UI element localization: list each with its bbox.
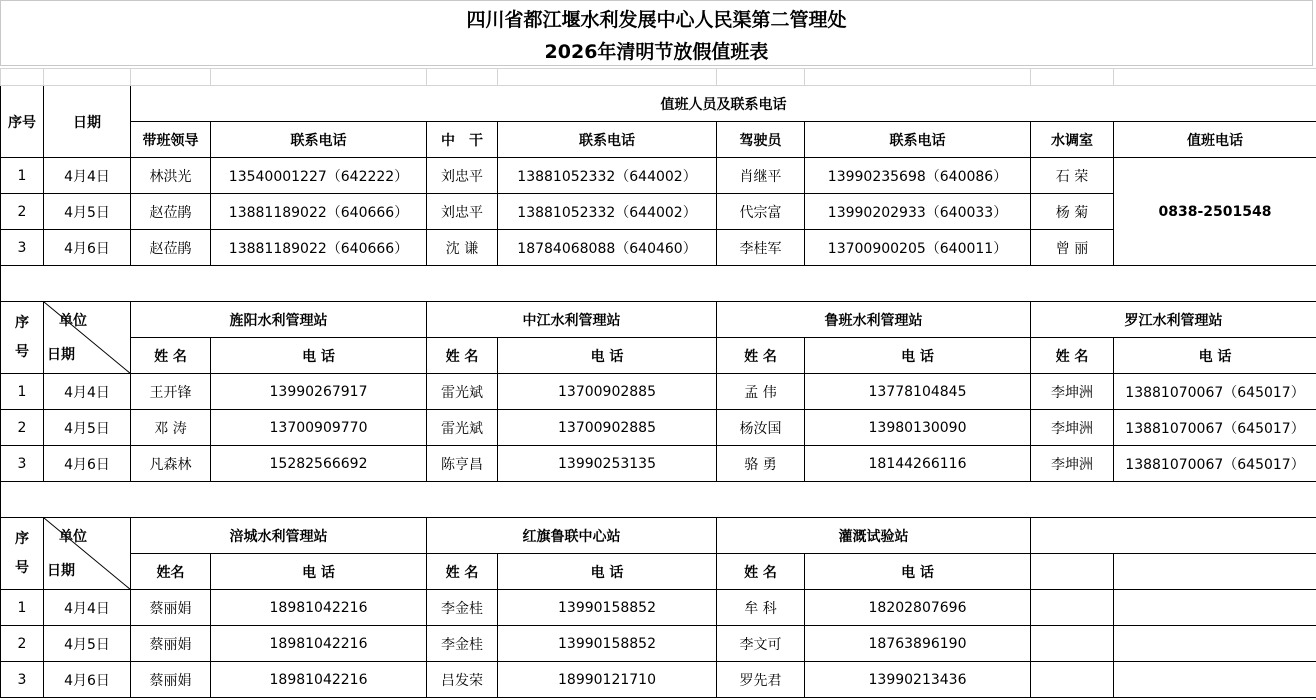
phone-header: 电 话 — [805, 338, 1031, 374]
cadre-phone: 13881052332（644002） — [498, 158, 717, 194]
table-row — [1, 158, 1316, 194]
col-driver: 驾驶员 — [717, 122, 805, 158]
col-cadre: 中 干 — [427, 122, 498, 158]
phone-header: 电 话 — [498, 554, 717, 590]
staff-phone: 13881070067（645017） — [1114, 374, 1316, 410]
staff-phone: 18981042216 — [211, 590, 427, 626]
driver-phone: 13700900205（640011） — [805, 230, 1031, 266]
leader-name: 赵莅鹃 — [131, 194, 211, 230]
staff-phone: 13980130090 — [805, 410, 1031, 446]
empty-cell — [1031, 662, 1114, 698]
station-header: 罗江水利管理站 — [1031, 302, 1316, 338]
row-seq: 1 — [1, 374, 44, 410]
col-duty-phone: 值班电话 — [1114, 122, 1316, 158]
cadre-name: 刘忠平 — [427, 158, 498, 194]
empty-cell — [1031, 554, 1114, 590]
staff-phone: 13700902885 — [498, 410, 717, 446]
section3-station-row — [1, 518, 1316, 554]
row-date: 4月6日 — [44, 662, 131, 698]
leader-phone: 13881189022（640666） — [211, 230, 427, 266]
row-seq: 2 — [1, 410, 44, 446]
row-date: 4月5日 — [44, 626, 131, 662]
staff-phone: 13990253135 — [498, 446, 717, 482]
empty-cell — [1114, 626, 1316, 662]
row-seq: 3 — [1, 446, 44, 482]
row-date: 4月5日 — [44, 194, 131, 230]
name-header: 姓 名 — [131, 338, 211, 374]
staff-name: 蔡丽娟 — [131, 662, 211, 698]
staff-phone: 18990121710 — [498, 662, 717, 698]
staff-name: 吕发荣 — [427, 662, 498, 698]
staff-phone: 13881070067（645017） — [1114, 446, 1316, 482]
seq-header: 序号 — [1, 86, 44, 158]
col-driver-phone: 联系电话 — [805, 122, 1031, 158]
leader-phone: 13540001227（642222） — [211, 158, 427, 194]
empty-station-header — [1031, 518, 1316, 554]
dispatch-name: 石 荣 — [1031, 158, 1114, 194]
diag-date-label: 日期 — [47, 563, 75, 579]
empty-cell — [1031, 626, 1114, 662]
section1-header-row — [1, 86, 1316, 122]
cadre-name: 沈 谦 — [427, 230, 498, 266]
staff-name: 李坤洲 — [1031, 410, 1114, 446]
row-date: 4月4日 — [44, 590, 131, 626]
spacer-row — [1, 69, 1316, 86]
staff-name: 李坤洲 — [1031, 374, 1114, 410]
diag-date-label: 日期 — [47, 347, 75, 363]
table-row — [1, 590, 1316, 626]
staff-name: 蔡丽娟 — [131, 626, 211, 662]
seq-header-bottom: 号 — [15, 559, 29, 576]
table-row — [1, 662, 1316, 698]
duty-phone-number: 0838-2501548 — [1114, 158, 1316, 266]
name-header: 姓 名 — [717, 338, 805, 374]
seq-header-top: 序 — [15, 314, 29, 331]
cadre-phone: 18784068088（640460） — [498, 230, 717, 266]
staff-phone: 15282566692 — [211, 446, 427, 482]
empty-cell — [1114, 554, 1316, 590]
name-header: 姓 名 — [717, 554, 805, 590]
dispatch-name: 曾 丽 — [1031, 230, 1114, 266]
staff-phone: 18981042216 — [211, 662, 427, 698]
driver-name: 李桂军 — [717, 230, 805, 266]
col-cadre-phone: 联系电话 — [498, 122, 717, 158]
table-row — [1, 626, 1316, 662]
col-leader-phone: 联系电话 — [211, 122, 427, 158]
empty-cell — [1031, 590, 1114, 626]
name-header: 姓 名 — [427, 554, 498, 590]
name-header: 姓 名 — [1031, 338, 1114, 374]
row-date: 4月6日 — [44, 446, 131, 482]
row-date: 4月4日 — [44, 374, 131, 410]
dispatch-name: 杨 菊 — [1031, 194, 1114, 230]
station-header: 鲁班水利管理站 — [717, 302, 1031, 338]
phone-header: 电 话 — [1114, 338, 1316, 374]
phone-header: 电 话 — [211, 554, 427, 590]
staff-phone: 13778104845 — [805, 374, 1031, 410]
section-gap — [1, 482, 1316, 518]
table-row — [1, 410, 1316, 446]
staff-name: 李坤洲 — [1031, 446, 1114, 482]
staff-phone: 13700909770 — [211, 410, 427, 446]
staff-phone: 18202807696 — [805, 590, 1031, 626]
station-header: 中江水利管理站 — [427, 302, 717, 338]
document-title — [0, 0, 1313, 66]
staff-name: 李文可 — [717, 626, 805, 662]
date-header: 日期 — [44, 86, 131, 158]
duty-schedule-table — [0, 68, 1316, 698]
station-header: 红旗鲁联中心站 — [427, 518, 717, 554]
staff-name: 孟 伟 — [717, 374, 805, 410]
driver-name: 代宗富 — [717, 194, 805, 230]
seq-header — [1, 518, 44, 590]
phone-header: 电 话 — [805, 554, 1031, 590]
staff-phone: 13990158852 — [498, 626, 717, 662]
driver-phone: 13990202933（640033） — [805, 194, 1031, 230]
staff-name: 李金桂 — [427, 590, 498, 626]
section2-column-row — [1, 338, 1316, 374]
leader-name: 林洪光 — [131, 158, 211, 194]
staff-name: 邓 涛 — [131, 410, 211, 446]
duty-group-header: 值班人员及联系电话 — [131, 86, 1316, 122]
diagonal-header-cell — [44, 518, 131, 590]
diag-unit-label: 单位 — [59, 313, 87, 329]
staff-phone: 13990213436 — [805, 662, 1031, 698]
section3-column-row — [1, 554, 1316, 590]
staff-name: 陈亨昌 — [427, 446, 498, 482]
staff-name: 李金桂 — [427, 626, 498, 662]
row-date: 4月5日 — [44, 410, 131, 446]
phone-header: 电 话 — [498, 338, 717, 374]
driver-phone: 13990235698（640086） — [805, 158, 1031, 194]
row-date: 4月6日 — [44, 230, 131, 266]
staff-name: 蔡丽娟 — [131, 590, 211, 626]
row-seq: 2 — [1, 626, 44, 662]
staff-phone: 13990158852 — [498, 590, 717, 626]
table-row — [1, 446, 1316, 482]
phone-header: 电 话 — [211, 338, 427, 374]
staff-name: 雷光斌 — [427, 410, 498, 446]
empty-cell — [1114, 590, 1316, 626]
title-line-2: 2026年清明节放假值班表 — [544, 41, 769, 63]
leader-name: 赵莅鹃 — [131, 230, 211, 266]
diag-unit-label: 单位 — [59, 529, 87, 545]
seq-header-bottom: 号 — [15, 343, 29, 360]
diagonal-header-cell — [44, 302, 131, 374]
staff-name: 凡森林 — [131, 446, 211, 482]
staff-phone: 13700902885 — [498, 374, 717, 410]
staff-name: 骆 勇 — [717, 446, 805, 482]
row-seq: 1 — [1, 158, 44, 194]
station-header: 灌溉试验站 — [717, 518, 1031, 554]
section1-column-row — [1, 122, 1316, 158]
staff-name: 杨汝国 — [717, 410, 805, 446]
seq-header — [1, 302, 44, 374]
driver-name: 肖继平 — [717, 158, 805, 194]
name-header: 姓 名 — [427, 338, 498, 374]
staff-name: 牟 科 — [717, 590, 805, 626]
cadre-name: 刘忠平 — [427, 194, 498, 230]
staff-name: 王开锋 — [131, 374, 211, 410]
title-line-1: 四川省都江堰水利发展中心人民渠第二管理处 — [466, 9, 847, 31]
staff-phone: 18981042216 — [211, 626, 427, 662]
leader-phone: 13881189022（640666） — [211, 194, 427, 230]
row-seq: 3 — [1, 230, 44, 266]
col-leader: 带班领导 — [131, 122, 211, 158]
col-dispatch: 水调室 — [1031, 122, 1114, 158]
row-seq: 3 — [1, 662, 44, 698]
station-header: 涪城水利管理站 — [131, 518, 427, 554]
staff-name: 雷光斌 — [427, 374, 498, 410]
seq-header-top: 序 — [15, 530, 29, 547]
empty-cell — [1114, 662, 1316, 698]
staff-phone: 13990267917 — [211, 374, 427, 410]
row-date: 4月4日 — [44, 158, 131, 194]
name-header: 姓名 — [131, 554, 211, 590]
section-gap — [1, 266, 1316, 302]
staff-phone: 18763896190 — [805, 626, 1031, 662]
station-header: 旌阳水利管理站 — [131, 302, 427, 338]
table-row — [1, 374, 1316, 410]
staff-phone: 18144266116 — [805, 446, 1031, 482]
section2-station-row — [1, 302, 1316, 338]
cadre-phone: 13881052332（644002） — [498, 194, 717, 230]
staff-name: 罗先君 — [717, 662, 805, 698]
row-seq: 2 — [1, 194, 44, 230]
staff-phone: 13881070067（645017） — [1114, 410, 1316, 446]
row-seq: 1 — [1, 590, 44, 626]
